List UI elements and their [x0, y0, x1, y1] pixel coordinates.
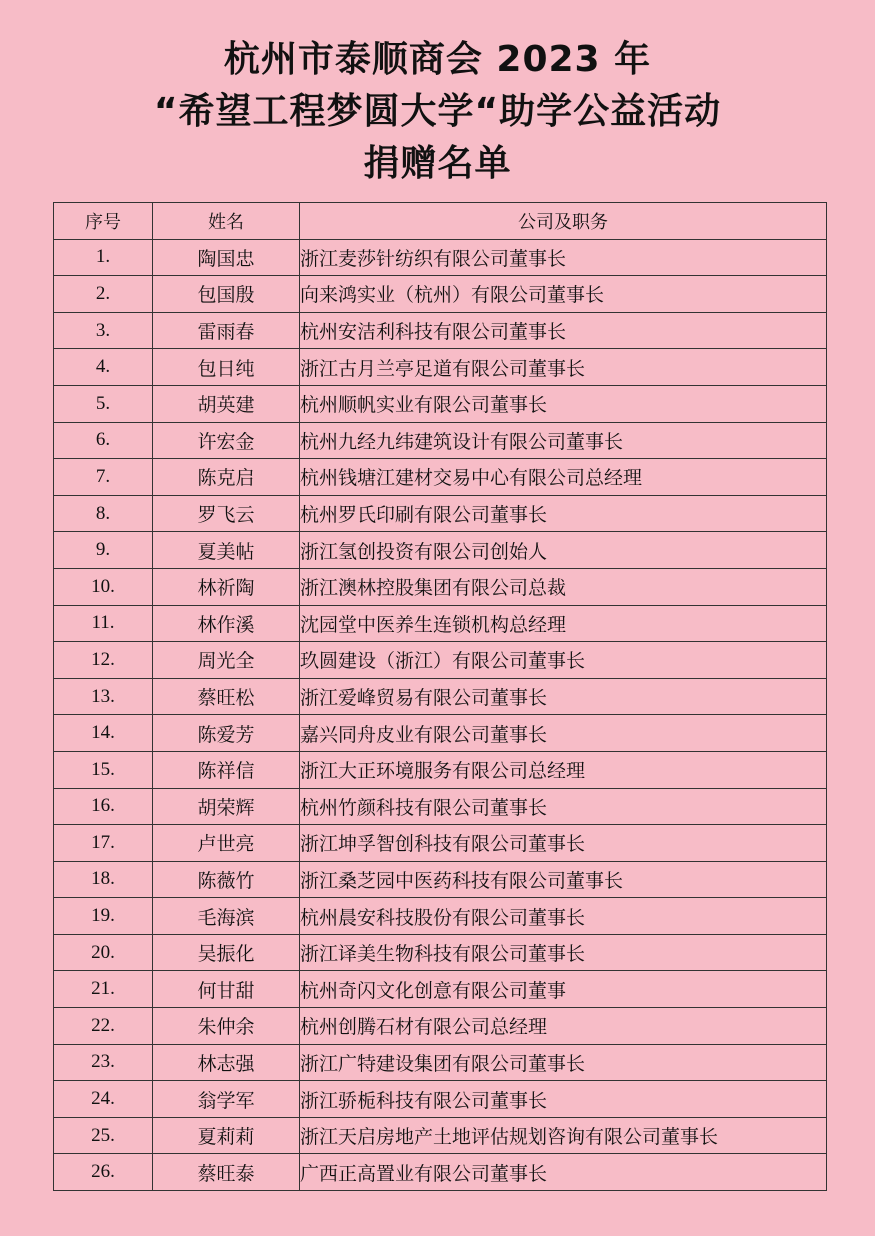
table-header-row	[54, 203, 827, 240]
table-row	[54, 642, 827, 679]
donor-name: 陈爱芳	[153, 715, 300, 752]
table-row	[54, 239, 827, 276]
company-position: 浙江桑芝园中医药科技有限公司董事长	[300, 861, 827, 898]
donor-name: 夏美帖	[153, 532, 300, 569]
company-position: 玖圆建设（浙江）有限公司董事长	[300, 642, 827, 679]
row-index: 14.	[54, 715, 153, 752]
row-index: 21.	[54, 971, 153, 1008]
table-row	[54, 385, 827, 422]
row-index: 9.	[54, 532, 153, 569]
company-position: 浙江澳林控股集团有限公司总裁	[300, 568, 827, 605]
title-line-2: “希望工程梦圆大学“助学公益活动	[153, 91, 722, 132]
table-row	[54, 276, 827, 313]
row-index: 8.	[54, 495, 153, 532]
table-row	[54, 349, 827, 386]
table-row	[54, 422, 827, 459]
row-index: 5.	[54, 385, 153, 422]
document-title	[0, 34, 875, 190]
donor-name: 陈薇竹	[153, 861, 300, 898]
table-row	[54, 861, 827, 898]
donor-name: 夏莉莉	[153, 1117, 300, 1154]
table-row	[54, 751, 827, 788]
donor-name: 陈克启	[153, 459, 300, 496]
donor-name: 林志强	[153, 1044, 300, 1081]
donor-name: 周光全	[153, 642, 300, 679]
header-name: 姓名	[153, 203, 300, 240]
donor-name: 翁学军	[153, 1081, 300, 1118]
donor-name: 林作溪	[153, 605, 300, 642]
table-row	[54, 1008, 827, 1045]
row-index: 17.	[54, 825, 153, 862]
row-index: 25.	[54, 1117, 153, 1154]
table-row	[54, 568, 827, 605]
company-position: 浙江氢创投资有限公司创始人	[300, 532, 827, 569]
row-index: 13.	[54, 678, 153, 715]
row-index: 22.	[54, 1008, 153, 1045]
table-row	[54, 1044, 827, 1081]
company-position: 杭州竹颜科技有限公司董事长	[300, 788, 827, 825]
row-index: 20.	[54, 934, 153, 971]
row-index: 19.	[54, 898, 153, 935]
header-company: 公司及职务	[300, 203, 827, 240]
company-position: 广西正高置业有限公司董事长	[300, 1154, 827, 1191]
title-line-1: 杭州市泰顺商会 2023 年	[223, 39, 652, 80]
table-row	[54, 1154, 827, 1191]
table-row	[54, 788, 827, 825]
donor-name: 许宏金	[153, 422, 300, 459]
row-index: 1.	[54, 239, 153, 276]
donor-name: 胡英建	[153, 385, 300, 422]
company-position: 杭州顺帆实业有限公司董事长	[300, 385, 827, 422]
table-row	[54, 495, 827, 532]
company-position: 杭州钱塘江建材交易中心有限公司总经理	[300, 459, 827, 496]
company-position: 浙江古月兰亭足道有限公司董事长	[300, 349, 827, 386]
row-index: 4.	[54, 349, 153, 386]
donor-name: 陈祥信	[153, 751, 300, 788]
donor-name: 蔡旺松	[153, 678, 300, 715]
donor-name: 包国殷	[153, 276, 300, 313]
row-index: 15.	[54, 751, 153, 788]
row-index: 10.	[54, 568, 153, 605]
donor-name: 林祈陶	[153, 568, 300, 605]
company-position: 杭州罗氏印刷有限公司董事长	[300, 495, 827, 532]
table-row	[54, 532, 827, 569]
table-row	[54, 312, 827, 349]
row-index: 26.	[54, 1154, 153, 1191]
company-position: 浙江骄栀科技有限公司董事长	[300, 1081, 827, 1118]
company-position: 杭州九经九纬建筑设计有限公司董事长	[300, 422, 827, 459]
header-index: 序号	[54, 203, 153, 240]
company-position: 浙江麦莎针纺织有限公司董事长	[300, 239, 827, 276]
table-row	[54, 605, 827, 642]
donor-name: 陶国忠	[153, 239, 300, 276]
company-position: 浙江译美生物科技有限公司董事长	[300, 934, 827, 971]
company-position: 杭州晨安科技股份有限公司董事长	[300, 898, 827, 935]
company-position: 杭州奇闪文化创意有限公司董事	[300, 971, 827, 1008]
row-index: 24.	[54, 1081, 153, 1118]
table-row	[54, 898, 827, 935]
donor-name: 毛海滨	[153, 898, 300, 935]
company-position: 杭州创腾石材有限公司总经理	[300, 1008, 827, 1045]
donor-name: 吴振化	[153, 934, 300, 971]
company-position: 沈园堂中医养生连锁机构总经理	[300, 605, 827, 642]
donor-name: 包日纯	[153, 349, 300, 386]
table-row	[54, 934, 827, 971]
donor-name: 蔡旺泰	[153, 1154, 300, 1191]
company-position: 浙江大正环境服务有限公司总经理	[300, 751, 827, 788]
table-row	[54, 1081, 827, 1118]
row-index: 23.	[54, 1044, 153, 1081]
table-row	[54, 715, 827, 752]
donor-name: 朱仲余	[153, 1008, 300, 1045]
row-index: 11.	[54, 605, 153, 642]
table-row	[54, 971, 827, 1008]
row-index: 6.	[54, 422, 153, 459]
row-index: 12.	[54, 642, 153, 679]
company-position: 浙江广特建设集团有限公司董事长	[300, 1044, 827, 1081]
row-index: 2.	[54, 276, 153, 313]
company-position: 杭州安洁利科技有限公司董事长	[300, 312, 827, 349]
row-index: 16.	[54, 788, 153, 825]
company-position: 嘉兴同舟皮业有限公司董事长	[300, 715, 827, 752]
table-body	[54, 239, 827, 1190]
donor-name: 何甘甜	[153, 971, 300, 1008]
table-row	[54, 1117, 827, 1154]
table-row	[54, 678, 827, 715]
donor-table	[53, 202, 827, 1191]
donor-name: 罗飞云	[153, 495, 300, 532]
table-row	[54, 459, 827, 496]
title-line-3: 捐赠名单	[363, 143, 512, 184]
row-index: 7.	[54, 459, 153, 496]
row-index: 18.	[54, 861, 153, 898]
row-index: 3.	[54, 312, 153, 349]
company-position: 浙江天启房地产土地评估规划咨询有限公司董事长	[300, 1117, 827, 1154]
company-position: 向来鸿实业（杭州）有限公司董事长	[300, 276, 827, 313]
donor-name: 雷雨春	[153, 312, 300, 349]
donor-name: 胡荣辉	[153, 788, 300, 825]
company-position: 浙江爱峰贸易有限公司董事长	[300, 678, 827, 715]
donor-name: 卢世亮	[153, 825, 300, 862]
table-row	[54, 825, 827, 862]
company-position: 浙江坤孚智创科技有限公司董事长	[300, 825, 827, 862]
